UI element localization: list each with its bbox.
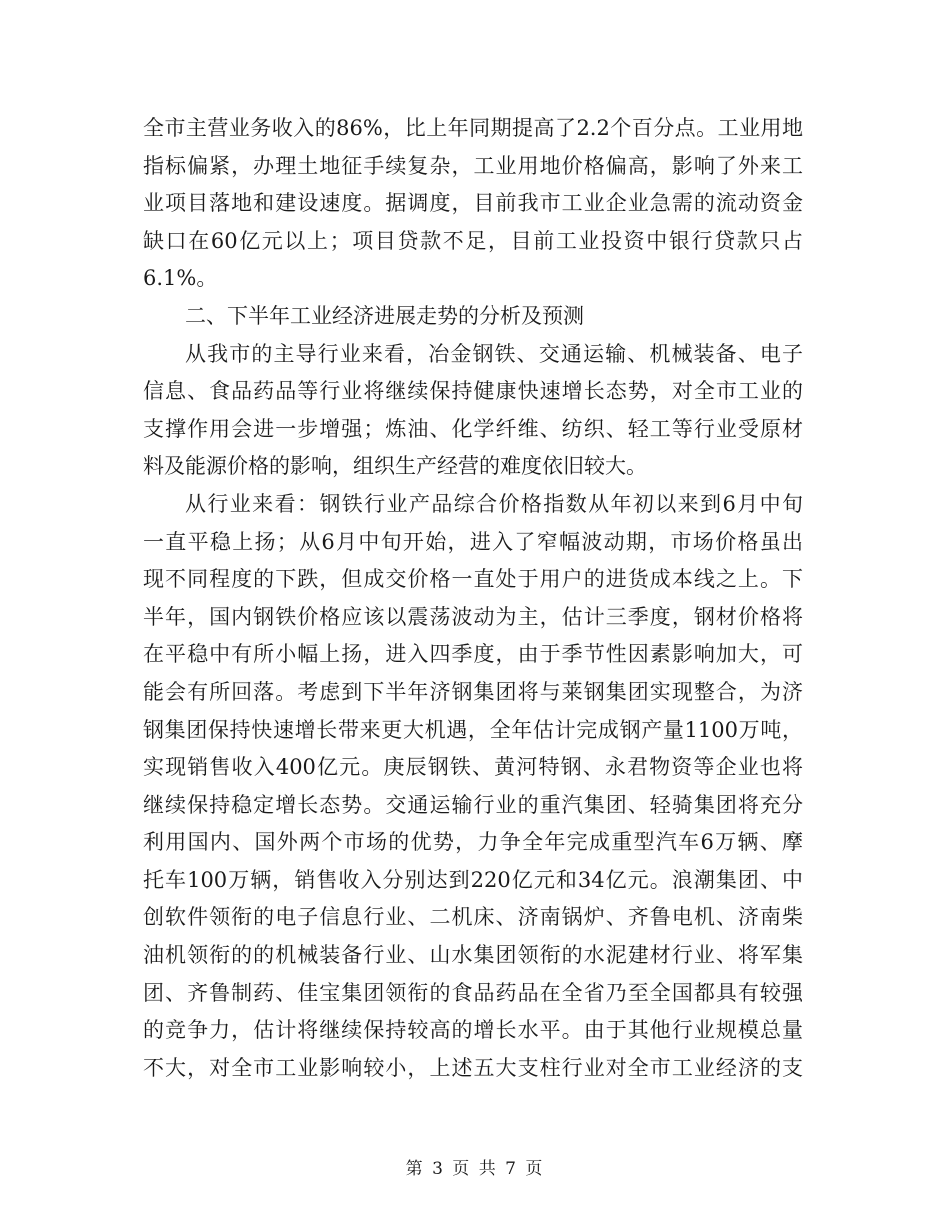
text-line: 钢集团保持快速增长带来更大机遇，全年估计完成钢产量1100万吨，	[143, 717, 803, 742]
section-heading: 二、下半年工业经济进展走势的分析及预测	[185, 303, 584, 328]
text-line: 缺口在60亿元以上；项目贷款不足，目前工业投资中银行贷款只占	[143, 228, 803, 253]
text-line: 不大，对全市工业影响较小，上述五大支柱行业对全市工业经济的支	[143, 1055, 803, 1080]
body-text	[143, 110, 803, 1087]
text-line: 实现销售收入400亿元。庚辰钢铁、黄河特钢、永君物资等企业也将	[143, 755, 803, 780]
text-line: 一直平稳上扬；从6月中旬开始，进入了窄幅波动期，市场价格虽出	[143, 529, 803, 554]
text-line: 从我市的主导行业来看，冶金钢铁、交通运输、机械装备、电子	[185, 341, 803, 366]
text-line: 团、齐鲁制药、佳宝集团领衔的食品药品在全省乃至全国都具有较强	[143, 980, 803, 1005]
text-line: 继续保持稳定增长态势。交通运输行业的重汽集团、轻骑集团将充分	[143, 792, 803, 817]
text-line: 指标偏紧，办理土地征手续复杂，工业用地价格偏高，影响了外来工	[143, 153, 803, 178]
text-line: 从行业来看：钢铁行业产品综合价格指数从年初以来到6月中旬	[185, 491, 803, 516]
text-line: 油机领衔的的机械装备行业、山水集团领衔的水泥建材行业、将军集	[143, 943, 803, 968]
text-line: 料及能源价格的影响，组织生产经营的难度依旧较大。	[143, 454, 647, 479]
text-line: 信息、食品药品等行业将继续保持健康快速增长态势，对全市工业的	[143, 379, 803, 404]
text-line: 创软件领衔的电子信息行业、二机床、济南锅炉、齐鲁电机、济南柴	[143, 905, 803, 930]
text-line: 利用国内、国外两个市场的优势，力争全年完成重型汽车6万辆、摩	[143, 830, 803, 855]
text-line: 能会有所回落。考虑到下半年济钢集团将与莱钢集团实现整合，为济	[143, 679, 803, 704]
text-line: 在平稳中有所小幅上扬，进入四季度，由于季节性因素影响加大，可	[143, 642, 803, 667]
text-line: 6.1%。	[143, 266, 218, 291]
text-line: 托车100万辆，销售收入分别达到220亿元和34亿元。浪潮集团、中	[143, 867, 803, 892]
text-line: 现不同程度的下跌，但成交价格一直处于用户的进货成本线之上。下	[143, 567, 803, 592]
text-line: 支撑作用会进一步增强；炼油、化学纤维、纺织、轻工等行业受原材	[143, 416, 803, 441]
text-line: 的竞争力，估计将继续保持较高的增长水平。由于其他行业规模总量	[143, 1018, 803, 1043]
text-line: 全市主营业务收入的86%，比上年同期提高了2.2个百分点。工业用地	[143, 116, 803, 140]
page-number: 第 3 页 共 7 页	[405, 1159, 545, 1179]
text-line: 业项目落地和建设速度。据调度，目前我市工业企业急需的流动资金	[143, 191, 803, 216]
text-line: 半年，国内钢铁价格应该以震荡波动为主，估计三季度，钢材价格将	[143, 604, 803, 629]
